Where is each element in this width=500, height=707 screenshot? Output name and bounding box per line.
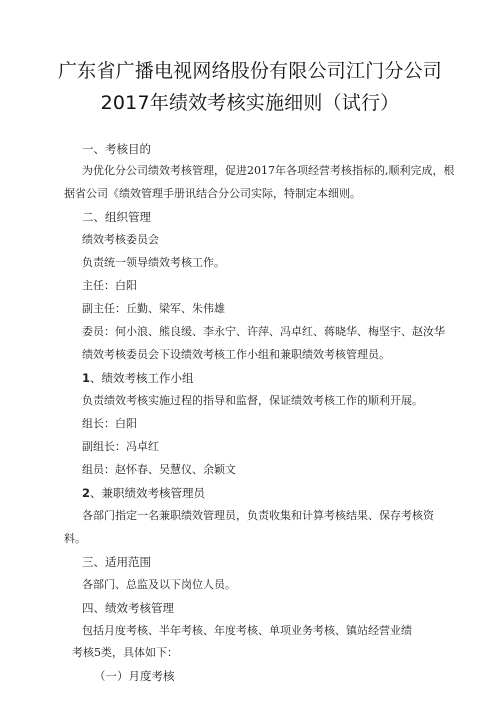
paragraph-line: 据省公司《绩效管理手册讯结合分公司实际，特制定本细则。 bbox=[64, 187, 361, 200]
subsection-heading-working-group: 1、绩效考核工作小组 bbox=[82, 371, 194, 385]
subsection-heading-part-time-admin: 2、兼职绩效考核管理员 bbox=[82, 486, 206, 500]
paragraph-line: 料。 bbox=[64, 532, 86, 545]
paragraph-line: 各部门指定一名兼职绩效管理员，负责收集和计算考核结果、保存考核资 bbox=[82, 509, 434, 522]
paragraph-line: 为优化分公司绩效考核管理，促进2017年各项经营考核指标的,顺利完成，根 bbox=[82, 164, 455, 177]
document-title-line-2: 2017年绩效考核实施细则（试行） bbox=[100, 92, 400, 114]
paragraph-line: 负责统一领导绩效考核工作。 bbox=[82, 256, 225, 269]
paragraph-line: 组员：赵怀春、吴慧仪、余颖文 bbox=[82, 463, 236, 476]
section-heading-purpose: 一、考核目的 bbox=[82, 142, 151, 156]
paragraph-line: 副组长：冯卓红 bbox=[82, 440, 159, 453]
paragraph-line: 考核5类，具体如下： bbox=[72, 646, 178, 659]
paragraph-line: 组长：白阳 bbox=[82, 417, 137, 430]
paragraph-line: 各部门、总监及以下岗位人员。 bbox=[82, 578, 236, 591]
section-heading-scope: 三、适用范围 bbox=[82, 555, 151, 569]
paragraph-line: 副主任：丘勤、梁军、朱伟雄 bbox=[82, 302, 225, 315]
paragraph-line: 负责绩效考核实施过程的指导和监督，保证绩效考核工作的顺利开展。 bbox=[82, 394, 423, 407]
section-heading-management: 四、绩效考核管理 bbox=[82, 601, 174, 615]
subsection-heading-monthly: （一）月度考核 bbox=[94, 669, 175, 683]
section-heading-organization: 二、组织管理 bbox=[82, 210, 151, 224]
paragraph-line: 包括月度考核、半年考核、年度考核、单项业务考核、镇站经营业绩 bbox=[82, 624, 412, 637]
document-title-line-1: 广东省广播电视网络股份有限公司江门分公司 bbox=[57, 60, 442, 82]
paragraph-line: 绩效考核委员会 bbox=[82, 233, 159, 246]
paragraph-line: 委员：何小浪、熊良缓、李永宁、许萍、冯卓红、蒋晓华、梅坚宇、赵汝华 bbox=[82, 325, 445, 338]
paragraph-line: 绩效考核委员会下设绩效考核工作小组和兼职绩效考核管理员。 bbox=[82, 348, 390, 361]
paragraph-line: 主任：白阳 bbox=[82, 279, 137, 292]
